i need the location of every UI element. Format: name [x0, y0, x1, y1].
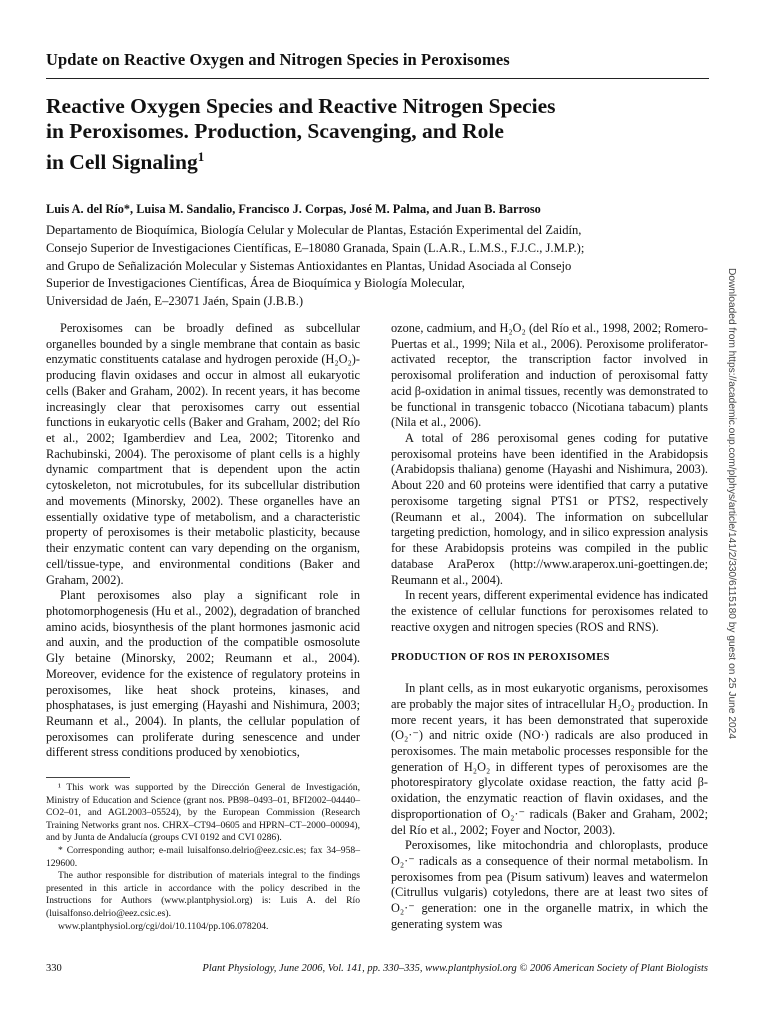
author-list: Luis A. del Río*, Luisa M. Sandalio, Francisco J. Corpas, José M. Palma, and Juan B. Barroso	[46, 202, 541, 216]
left-column	[46, 321, 360, 761]
journal-citation	[150, 963, 708, 974]
affiliation-line: Consejo Superior de Investigaciones Científicas, E–18080 Granada, Spain (L.A.R., L.M.S., F.J.C., J.M.P.);	[46, 240, 585, 255]
download-watermark: Downloaded from https://academic.oup.com/plphys/article/141/2/330/6115180 by guest on 25 June 2024	[726, 268, 737, 740]
section-heading: PRODUCTION OF ROS IN PEROXISOMES	[391, 652, 610, 664]
footnotes	[46, 782, 360, 933]
affiliation-line: Universidad de Jaén, E–23071 Jaén, Spain (J.B.B.)	[46, 294, 304, 309]
title-line-1: Reactive Oxygen Species and Reactive Nitrogen Species	[46, 94, 556, 118]
title-line-2: in Peroxisomes. Production, Scavenging, and Role	[46, 119, 504, 143]
body-paragraph: In plant cells, as in most eukaryotic organisms, peroxisomes are probably the major sites of intracellular H₂O₂ production. In more recent years, it has been demonstrated that superoxide (O₂·⁻) and nitric oxide (NO·) radicals are also produced in peroxisomes. The main metabolic processes responsible for the generation of H₂O₂ in different types of peroxisomes are the photorespiratory glycolate oxidase reaction, the fatty acid β-oxidation, the enzymatic reaction of flavin oxidases, and the disproportionation of O₂·⁻ radicals (Baker and Graham, 2002; del Río et al., 2002; Foyer and Noctor, 2003).	[391, 681, 708, 837]
article-title	[46, 94, 706, 175]
footnote-rule	[46, 777, 130, 778]
body-paragraph: Peroxisomes, like mitochondria and chloroplasts, produce O₂·⁻ radicals as a consequence of their normal metabolism. In peroxisomes from pea (Pisum sativum) leaves and watermelon (Citrullus vulgaris) cotyledons, there are at least two sites of O₂·⁻ generation: one in the organelle matrix, in which the generating system was	[391, 838, 708, 931]
affiliation-line: Departamento de Bioquímica, Biología Celular y Molecular de Plantas, Estación Experimental del Zaidín,	[46, 223, 582, 237]
doi-link[interactable]: www.plantphysiol.org/cgi/doi/10.1104/pp.106.078204.	[58, 920, 269, 932]
title-line-3: in Cell Signaling	[46, 150, 198, 175]
header-rule	[46, 78, 709, 79]
corresponding-author-footnote: * Corresponding author; e-mail luisalfonso.delrio@eez.csic.es; fax 34–958–129600.	[46, 844, 360, 869]
funding-footnote: ¹ This work was supported by the Dirección General de Investigación, Ministry of Education and Science (grant nos. PB98–0493–01, BFI2002–04440–CO2–01, and AGL2003–05524), by the European Commission (Research Training Networks grant nos. CHRX–CT94–0605 and HPRN–CT–2000–00094), and by Junta de Andalucía (groups CVI 0192 and CVI 0286).	[46, 782, 360, 844]
body-paragraph: Peroxisomes can be broadly defined as subcellular organelles bounded by a single membrane that contain as basic enzymatic constituents catalase and hydrogen peroxide (H₂O₂)-producing flavin oxidases and occur in almost all eukaryotic cells (Baker and Graham, 2002). In recent years, it has become increasingly clear that peroxisomes carry out essential functions in eukaryotic cells (Baker and Graham, 2002; del Río et al., 2002; Igamberdiev and Lea, 2002; Titorenko and Rachubinski, 2004). The peroxisome of plant cells is a highly dynamic compartment that is dependent upon the actin cytoskeleton, not microtubules, for its subcellular distribution and movements (Minorsky, 2002). These organelles have an essentially oxidative type of metabolism, and a characteristic property of peroxisomes is their metabolic plasticity, because their enzymatic content can vary depending on the organism, cell/tissue-type, and environmental conditions (Baker and Graham, 2002).	[46, 321, 360, 587]
affiliations	[46, 222, 716, 311]
materials-footnote: The author responsible for distribution of materials integral to the findings presented in this article in accordance with the policy described in the Instructions for Authors (www.plantphysiol.org) is: Luis A. del Río (luisalfonso.delrio@eez.csic.es).	[46, 870, 360, 919]
body-paragraph: In recent years, different experimental evidence has indicated the existence of cellular functions for peroxisomes related to reactive oxygen and nitrogen species (ROS and RNS).	[391, 588, 708, 634]
body-paragraph: ozone, cadmium, and H₂O₂ (del Río et al., 1998, 2002; Romero-Puertas et al., 1999; Nila et al., 2006). Peroxisome proliferator-activated receptor, the transcription factor involved in peroxisomal proliferation and induction of peroxisomal fatty acid β-oxidation in animal tissues, recently was demonstrated to be functional in transgenic tobacco (Nicotiana tabacum) plants (Nila et al., 2006).	[391, 321, 708, 430]
affiliation-line: Superior de Investigaciones Científicas, Área de Bioquímica y Biología Molecular,	[46, 276, 465, 291]
affiliation-line: and Grupo de Señalización Molecular y Sistemas Antioxidantes en Plantas, Unidad Asociada al Consejo	[46, 258, 572, 273]
page-number: 330	[46, 963, 62, 974]
body-paragraph: Plant peroxisomes also play a significant role in photomorphogenesis (Hu et al., 2002), degradation of branched amino acids, biosynthesis of the plant hormones jasmonic acid and auxin, and the production of the compatible osmosolute Gly betaine (Minorsky, 2002; Reumann et al., 2004). Moreover, evidence for the existence of regulatory proteins in peroxisomes, like heat shock proteins, kinases, and phosphatases, is just emerging (Hayashi and Nishimura, 2003; Reumann et al., 2004). In plants, the cellular population of peroxisomes can proliferate during senescence and under different stress conditions produced by xenobiotics,	[46, 588, 360, 760]
running-header: Update on Reactive Oxygen and Nitrogen Species in Peroxisomes	[46, 50, 510, 69]
right-column	[391, 321, 708, 933]
title-footnote-mark: 1	[197, 149, 205, 164]
journal-citation-text: Plant Physiology, June 2006, Vol. 141, pp. 330–335, www.plantphysiol.org © 2006 American Society of Plant Biologists	[202, 963, 708, 974]
body-paragraph: A total of 286 peroxisomal genes coding for putative peroxisomal proteins have been identified in the Arabidopsis (Arabidopsis thaliana) genome (Hayashi and Nishimura, 2003). About 220 and 60 proteins were identified that carry a putative peroxisome targeting signal PTS1 or PTS2, respectively (Reumann et al., 2004). The information on subcellular targeting prediction, homology, and in silico expression analysis for these Arabidopsis proteins was compiled in the public database AraPerox (http://www.araperox.uni-goettingen.de; Reumann et al., 2004).	[391, 431, 708, 587]
